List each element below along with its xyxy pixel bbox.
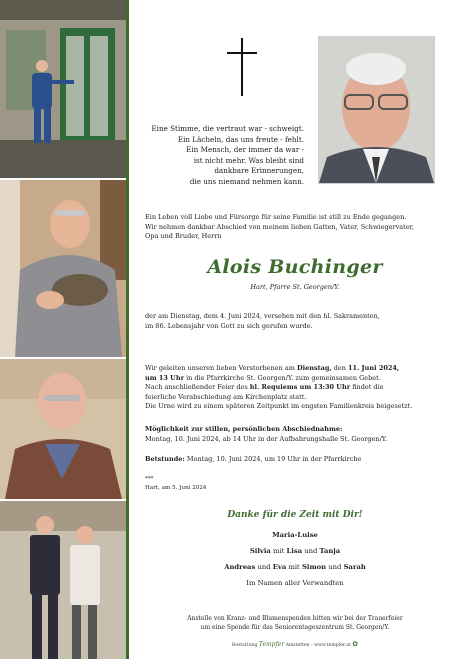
deceased-subtitle: Hart, Pfarre St. Georgen/Y.: [250, 283, 340, 291]
family-line-2: [145, 546, 445, 556]
family-name: Tanja: [319, 547, 341, 555]
family-connector: mit: [270, 547, 287, 555]
death-line: der am Dienstag, dem 4. Juni 2024, versehen mit den hl. Sakramenten,: [145, 312, 380, 320]
family-connector: und: [302, 547, 320, 555]
portrait-photo-image: [319, 37, 434, 183]
family-name: Sarah: [343, 563, 366, 571]
requiem-time: hl. Requiems um 13:30 Uhr: [249, 383, 351, 392]
family-name: Eva: [272, 563, 287, 571]
intro-line: Opa und Bruder, Herrn: [145, 232, 222, 241]
funeral-day: Dienstag,: [297, 364, 332, 372]
poem-line: Eine Stimme, die vertraut war - schweigt.: [151, 124, 304, 133]
farewell-title: Möglichkeit zur stillen, persönlichen Abschiednahme:: [145, 425, 343, 433]
photo-workshop: [0, 0, 126, 178]
farewell-info: [145, 425, 445, 444]
poem: [130, 124, 304, 188]
death-notice: [145, 312, 445, 331]
poem-line: Ein Lächeln, das uns freute - fehlt.: [177, 134, 304, 144]
prayer-label: Betstunde:: [145, 455, 185, 463]
funeral-line-2: [145, 374, 445, 384]
family-line-4: Im Namen aller Verwandten: [246, 579, 344, 587]
family-connector: und: [255, 563, 273, 571]
photo-couple: [0, 501, 126, 659]
deceased-name: Alois Buchinger: [207, 256, 383, 278]
undertaker-credit: [145, 640, 445, 648]
funeral-text: in die Pfarrkirche St. Georgen/Y. zum gemeinsamen Gebet.: [184, 373, 381, 382]
poem-line: dankbare Erinnerungen,: [214, 166, 304, 176]
farewell-text: Montag, 10. Juni 2024, ab 14 Uhr in der Aufbahrungshalle St. Georgen/Y.: [145, 434, 388, 443]
intro-text: [145, 213, 445, 242]
funeral-time: um 13 Uhr: [145, 373, 184, 382]
donation-line: um eine Spende für das Seniorentageszentrum St. Georgen/Y.: [200, 624, 390, 632]
funeral-line-5: Die Urne wird zu einem späteren Zeitpunkt im engsten Familienkreis beigesetzt.: [145, 402, 413, 411]
poem-line: ist nicht mehr. Was bleibt sind: [193, 155, 304, 165]
donation-line: Anstelle von Kranz- und Blumenspenden bitten wir bei der Trauerfeier: [187, 615, 403, 622]
family-name: Andreas: [224, 563, 256, 571]
credit-suffix: Amstetten - www.tempfer.at: [284, 643, 351, 648]
portrait-photo: [318, 36, 435, 184]
family-line-1: [145, 530, 445, 540]
donation-note: [145, 614, 445, 633]
photo-portrait-older-image: [0, 359, 126, 499]
photo-couple-image: [0, 501, 126, 659]
family-connector: und: [326, 563, 344, 571]
poem-line: Ein Mensch, der immer da war -: [186, 145, 304, 155]
family-name: Lisa: [286, 547, 303, 555]
stars-separator: ***: [145, 476, 154, 482]
photo-column: [0, 0, 126, 659]
credit-brand: Tempfer: [258, 641, 285, 648]
prayer-info: [145, 455, 445, 465]
intro-line: Wir nehmen dankbar Abschied von meinem lieben Gatten, Vater, Schwiegervater,: [145, 222, 415, 231]
family-connector: mit: [286, 563, 302, 571]
photo-portrait-older: [0, 359, 126, 499]
photo-with-cat-image: [0, 180, 126, 357]
funeral-line-1: [145, 364, 445, 374]
flower-icon: ✿: [352, 640, 359, 648]
place-date-text: Hart, am 5. Juni 2024: [145, 485, 207, 491]
funeral-text: den: [331, 364, 348, 372]
death-line: im 86. Lebensjahr von Gott zu sich gerufen wurde.: [145, 321, 313, 330]
green-divider-stripe: [126, 0, 129, 659]
poem-line: die uns niemand nehmen kann.: [189, 176, 304, 186]
place-date: [145, 475, 445, 493]
funeral-date: 11. Juni 2024,: [347, 364, 400, 372]
family-name: Maria-Luise: [272, 531, 318, 539]
funeral-line-4: feierliche Verabschiedung am Kirchenplatz statt.: [145, 392, 307, 401]
funeral-line-3: [145, 383, 445, 393]
credit-prefix: Bestattung: [231, 643, 259, 648]
photo-workshop-image: [0, 0, 126, 178]
funeral-text: Nach anschließender Feier des: [145, 383, 250, 392]
family-line-3: [145, 562, 445, 572]
funeral-info: [145, 364, 445, 412]
intro-line: Ein Leben voll Liebe und Fürsorge für seine Familie ist still zu Ende gegangen.: [145, 213, 407, 221]
photo-with-cat: [0, 180, 126, 357]
prayer-text: Montag, 10. Juni 2024, um 19 Uhr in der Pfarrkirche: [184, 455, 362, 463]
family-name: Silvia: [249, 547, 271, 555]
funeral-text: Wir geleiten unseren lieben Verstorbenen am: [145, 364, 297, 372]
thanks-heading: Danke für die Zeit mit Dir!: [227, 510, 363, 520]
family-name: Simon: [301, 563, 327, 571]
funeral-text: findet die: [350, 383, 384, 392]
cross-icon: [227, 38, 257, 98]
